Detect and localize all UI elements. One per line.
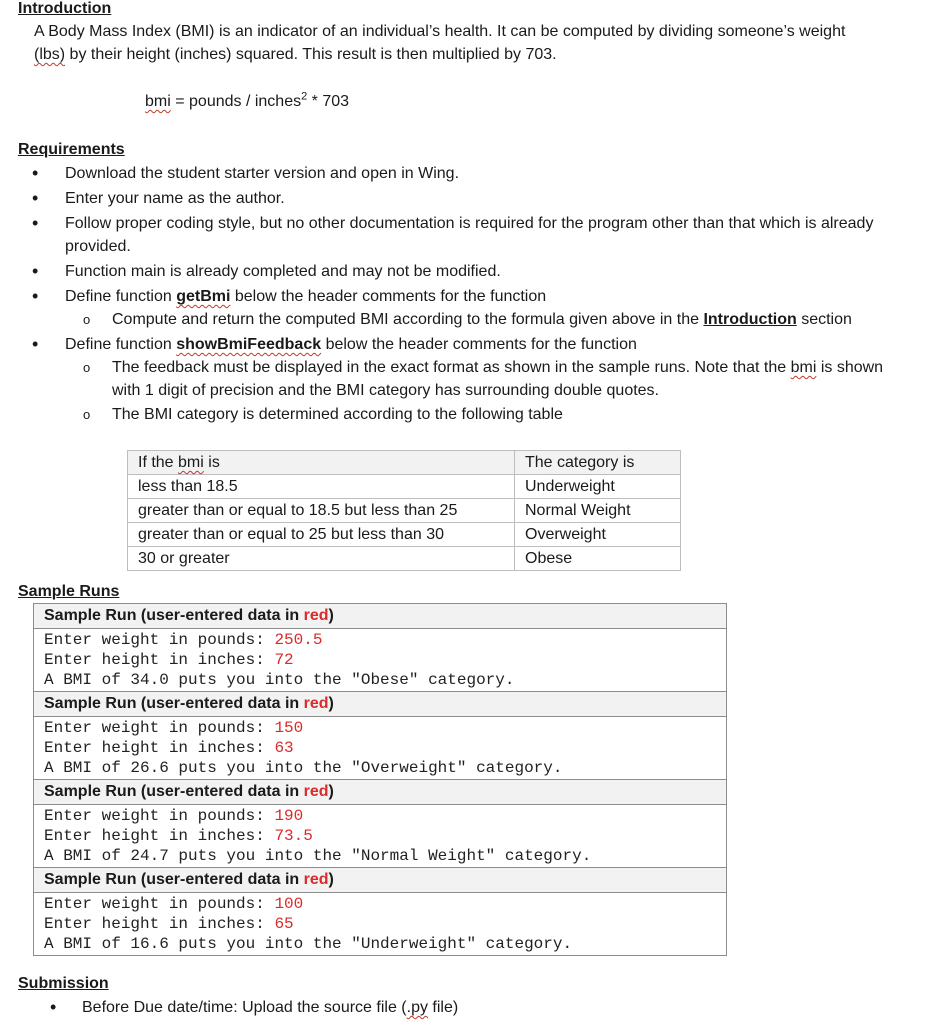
table-header-category: The category is xyxy=(515,451,681,475)
getbmi-function-name: getBmi xyxy=(176,288,231,305)
height-prompt: Enter height in inches: xyxy=(44,739,275,757)
requirement-item: • Enter your name as the author. xyxy=(0,187,920,210)
requirement-item: • Function main is already completed and may not be modified. xyxy=(0,260,920,283)
run-title-text: ) xyxy=(328,607,334,624)
header-text: If the xyxy=(138,454,179,471)
category-cell: Obese xyxy=(515,547,681,571)
requirements-list xyxy=(0,162,936,426)
submission-text: file) xyxy=(427,999,459,1016)
subitem-text: is shown with 1 digit of precision and the BMI category has surrounding double quotes. xyxy=(112,359,884,399)
table-row xyxy=(128,499,681,523)
height-line xyxy=(44,650,726,670)
submission-heading: Submission xyxy=(18,975,109,992)
formula-bmi-var: bmi xyxy=(145,93,171,110)
formula-exponent: 2 xyxy=(301,90,308,103)
header-bmi-var: bmi xyxy=(178,454,204,471)
condition-cell: greater than or equal to 18.5 but less than 25 xyxy=(128,499,515,523)
result-line: A BMI of 26.6 puts you into the "Overweight" category. xyxy=(44,759,563,777)
submission-text: Before Due date/time: Upload the source file ( xyxy=(82,999,407,1016)
intro-text-line-1: A Body Mass Index (BMI) is an indicator of an individual’s health. It can be computed by dividing someone’s weight xyxy=(34,23,846,40)
requirement-text: below the header comments for the function xyxy=(321,336,637,353)
requirement-text: below the header comments for the function xyxy=(230,288,547,305)
introduction-heading: Introduction xyxy=(18,0,112,17)
subitem-text: The feedback must be displayed in the exact format as shown in the sample runs. Note that the xyxy=(112,359,791,376)
requirement-item: • Follow proper coding style, but no other documentation is required for the program other than that which is already provided. xyxy=(0,212,920,258)
lbs-unit: (lbs) xyxy=(34,46,66,63)
height-prompt: Enter height in inches: xyxy=(44,827,275,845)
sample-run-output xyxy=(34,893,726,955)
submission-list xyxy=(0,996,458,1019)
run-title-text: ) xyxy=(328,871,334,888)
run-title-text: ) xyxy=(328,695,334,712)
weight-prompt: Enter weight in pounds: xyxy=(44,807,275,825)
height-prompt: Enter height in inches: xyxy=(44,915,275,933)
py-extension: .py xyxy=(406,999,428,1016)
bmi-var: bmi xyxy=(790,359,817,376)
category-cell: Overweight xyxy=(515,523,681,547)
result-line: A BMI of 34.0 puts you into the "Obese" category. xyxy=(44,671,515,689)
sample-runs-heading: Sample Runs xyxy=(18,583,120,600)
weight-prompt: Enter weight in pounds: xyxy=(44,719,275,737)
weight-line xyxy=(44,718,726,738)
category-cell: Normal Weight xyxy=(515,499,681,523)
run-title-text: Sample Run (user-entered data in xyxy=(44,695,304,712)
category-cell: Underweight xyxy=(515,475,681,499)
table-row xyxy=(128,475,681,499)
requirement-subitem xyxy=(0,308,912,331)
run-title-red: red xyxy=(303,871,329,888)
sample-runs-box xyxy=(33,603,727,956)
weight-line xyxy=(44,806,726,826)
weight-line xyxy=(44,894,726,914)
sample-run-title xyxy=(34,868,726,893)
height-input: 65 xyxy=(274,915,294,933)
requirements-heading: Requirements xyxy=(18,141,125,158)
run-title-text: Sample Run (user-entered data in xyxy=(44,783,304,800)
table-row xyxy=(128,547,681,571)
introduction-reference: Introduction xyxy=(703,311,797,328)
sample-run-output xyxy=(34,629,726,692)
requirement-text: Define function xyxy=(65,336,177,353)
table-header-row xyxy=(128,451,681,475)
submission-item xyxy=(0,996,458,1019)
bmi-formula xyxy=(145,90,349,113)
sample-run-title xyxy=(34,692,726,717)
weight-input: 190 xyxy=(274,807,304,825)
sample-run-title xyxy=(34,604,726,629)
formula-expression: = pounds / inches xyxy=(170,93,302,110)
run-title-text: Sample Run (user-entered data in xyxy=(44,607,304,624)
showbmifeedback-function-name: showBmiFeedback xyxy=(176,336,322,353)
requirement-item-getbmi xyxy=(0,285,920,308)
height-line xyxy=(44,914,726,934)
height-line xyxy=(44,738,726,758)
run-title-red: red xyxy=(303,783,329,800)
run-title-red: red xyxy=(303,607,329,624)
weight-input: 250.5 xyxy=(274,631,323,649)
header-text: is xyxy=(203,454,220,471)
run-title-text: Sample Run (user-entered data in xyxy=(44,871,304,888)
condition-cell: less than 18.5 xyxy=(128,475,515,499)
height-input: 63 xyxy=(274,739,294,757)
sample-run-output xyxy=(34,805,726,868)
height-input: 73.5 xyxy=(274,827,313,845)
intro-text-line-2: by their height (inches) squared. This result is then multiplied by 703. xyxy=(65,46,557,63)
requirement-text: Define function xyxy=(65,288,177,305)
result-line: A BMI of 24.7 puts you into the "Normal Weight" category. xyxy=(44,847,592,865)
subitem-text: section xyxy=(796,311,852,328)
height-prompt: Enter height in inches: xyxy=(44,651,275,669)
condition-cell: greater than or equal to 25 but less than 30 xyxy=(128,523,515,547)
height-input: 72 xyxy=(274,651,294,669)
formula-multiplier: * 703 xyxy=(307,93,350,110)
requirement-subitem: o The BMI category is determined according to the following table xyxy=(0,403,912,426)
table-row xyxy=(128,523,681,547)
table-header-condition xyxy=(128,451,515,475)
bmi-category-table xyxy=(127,450,681,571)
weight-line xyxy=(44,630,726,650)
introduction-paragraph xyxy=(34,20,929,66)
height-line xyxy=(44,826,726,846)
requirement-subitem xyxy=(0,356,912,402)
requirement-item-showbmifeedback xyxy=(0,333,920,356)
weight-input: 100 xyxy=(274,895,304,913)
requirement-item: • Download the student starter version and open in Wing. xyxy=(0,162,920,185)
weight-input: 150 xyxy=(274,719,304,737)
condition-cell: 30 or greater xyxy=(128,547,515,571)
weight-prompt: Enter weight in pounds: xyxy=(44,895,275,913)
weight-prompt: Enter weight in pounds: xyxy=(44,631,275,649)
run-title-text: ) xyxy=(328,783,334,800)
run-title-red: red xyxy=(303,695,329,712)
result-line: A BMI of 16.6 puts you into the "Underweight" category. xyxy=(44,935,573,953)
sample-run-output xyxy=(34,717,726,780)
sample-run-title xyxy=(34,780,726,805)
subitem-text: Compute and return the computed BMI according to the formula given above in the xyxy=(112,311,704,328)
